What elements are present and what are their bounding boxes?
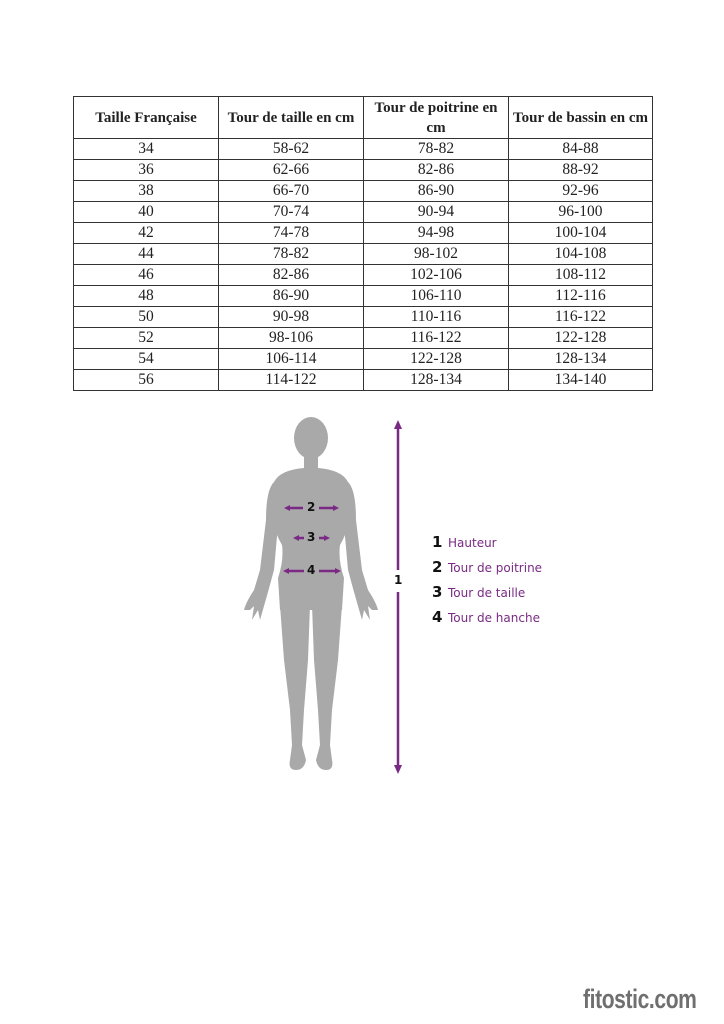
table-cell: 128-134 [509, 349, 653, 370]
legend-item-tour-de-taille [432, 583, 542, 608]
header-tour-de-poitrine: Tour de poitrine en cm [364, 97, 509, 139]
legend-item-tour-de-poitrine [432, 558, 542, 583]
table-row [74, 286, 653, 307]
table-cell: 114-122 [219, 370, 364, 391]
table-cell: 42 [74, 223, 219, 244]
table-cell: 110-116 [364, 307, 509, 328]
table-cell: 58-62 [219, 139, 364, 160]
legend-item-tour-de-hanche [432, 608, 542, 633]
table-cell: 46 [74, 265, 219, 286]
silhouette-icon [230, 410, 430, 790]
legend-label: Tour de hanche [448, 611, 540, 625]
table-row [74, 223, 653, 244]
marker-height: 1 [394, 573, 403, 587]
legend-number: 4 [432, 608, 443, 626]
table-row [74, 160, 653, 181]
table-cell: 104-108 [509, 244, 653, 265]
table-row [74, 181, 653, 202]
header-tour-de-bassin: Tour de bassin en cm [509, 97, 653, 139]
table-cell: 108-112 [509, 265, 653, 286]
table-cell: 70-74 [219, 202, 364, 223]
table-row [74, 328, 653, 349]
legend-label: Hauteur [448, 536, 497, 550]
table-cell: 106-114 [219, 349, 364, 370]
table-header-row [74, 97, 653, 139]
table-cell: 106-110 [364, 286, 509, 307]
marker-waist: 3 [307, 530, 316, 544]
table-row [74, 265, 653, 286]
watermark: fitostic.com [583, 984, 697, 1014]
legend-label: Tour de poitrine [448, 561, 543, 575]
table-cell: 98-102 [364, 244, 509, 265]
table-cell: 56 [74, 370, 219, 391]
table-row [74, 307, 653, 328]
table-cell: 112-116 [509, 286, 653, 307]
table-row [74, 139, 653, 160]
table-cell: 66-70 [219, 181, 364, 202]
table-cell: 90-94 [364, 202, 509, 223]
table-cell: 92-96 [509, 181, 653, 202]
table-cell: 34 [74, 139, 219, 160]
table-cell: 74-78 [219, 223, 364, 244]
table-cell: 122-128 [509, 328, 653, 349]
table-row [74, 349, 653, 370]
table-cell: 82-86 [219, 265, 364, 286]
table-cell: 134-140 [509, 370, 653, 391]
table-cell: 102-106 [364, 265, 509, 286]
table-row [74, 244, 653, 265]
table-cell: 44 [74, 244, 219, 265]
table-cell: 100-104 [509, 223, 653, 244]
header-tour-de-taille: Tour de taille en cm [219, 97, 364, 139]
legend-number: 1 [432, 533, 443, 551]
marker-chest: 2 [307, 500, 316, 514]
table-cell: 116-122 [509, 307, 653, 328]
table-cell: 82-86 [364, 160, 509, 181]
table-cell: 122-128 [364, 349, 509, 370]
legend-number: 2 [432, 558, 443, 576]
size-chart-table [73, 96, 653, 391]
table-cell: 84-88 [509, 139, 653, 160]
table-cell: 86-90 [364, 181, 509, 202]
table-cell: 116-122 [364, 328, 509, 349]
table-cell: 54 [74, 349, 219, 370]
table-cell: 96-100 [509, 202, 653, 223]
marker-hip: 4 [307, 563, 316, 577]
legend-number: 3 [432, 583, 443, 601]
body-measurement-figure [230, 410, 430, 790]
table-cell: 78-82 [364, 139, 509, 160]
table-cell: 94-98 [364, 223, 509, 244]
table-cell: 128-134 [364, 370, 509, 391]
table-cell: 40 [74, 202, 219, 223]
table-cell: 50 [74, 307, 219, 328]
table-row [74, 370, 653, 391]
table-cell: 48 [74, 286, 219, 307]
table-cell: 36 [74, 160, 219, 181]
table-cell: 86-90 [219, 286, 364, 307]
table-cell: 52 [74, 328, 219, 349]
legend-item-hauteur [432, 533, 542, 558]
table-cell: 38 [74, 181, 219, 202]
header-taille-francaise: Taille Française [74, 97, 219, 139]
table-cell: 98-106 [219, 328, 364, 349]
table-cell: 88-92 [509, 160, 653, 181]
table-row [74, 202, 653, 223]
table-cell: 62-66 [219, 160, 364, 181]
table-cell: 78-82 [219, 244, 364, 265]
table-cell: 90-98 [219, 307, 364, 328]
measurement-legend [432, 533, 542, 633]
legend-label: Tour de taille [448, 586, 526, 600]
